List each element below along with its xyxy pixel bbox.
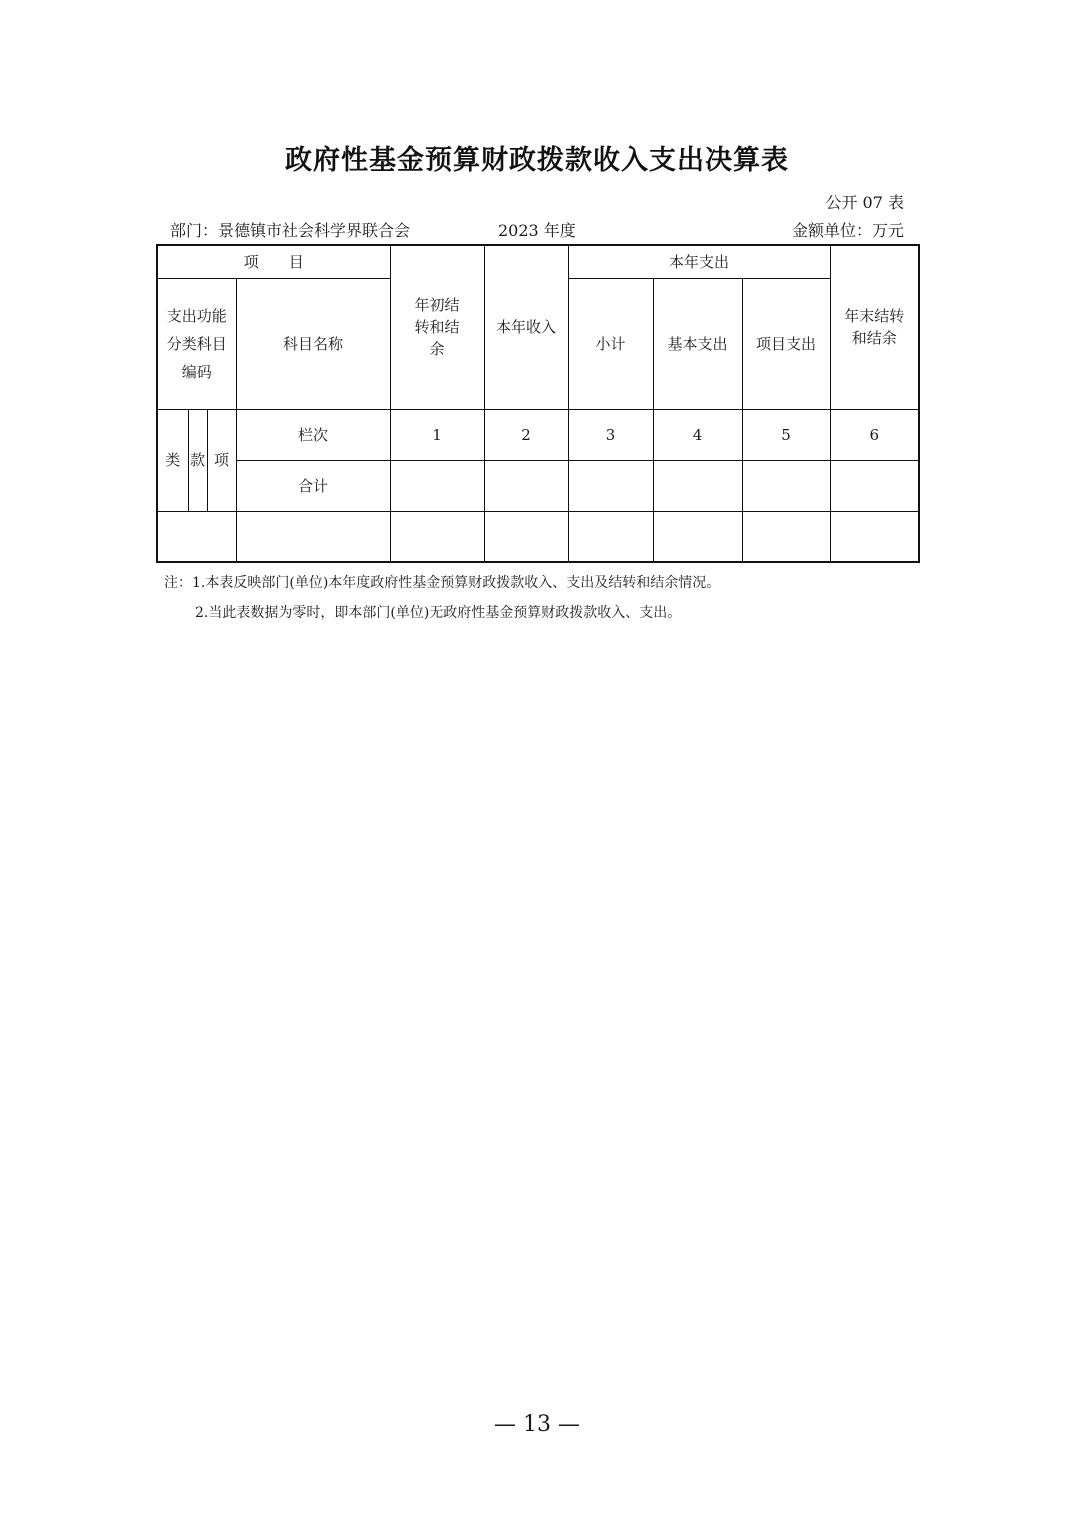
column-number-1: 1	[390, 409, 484, 460]
total-cell	[742, 460, 830, 511]
notes	[164, 568, 720, 628]
amount-unit: 金额单位：万元	[791, 221, 904, 240]
column-number-2: 2	[484, 409, 568, 460]
empty-cell	[653, 511, 742, 562]
column-number-6: 6	[830, 409, 919, 460]
empty-code-cell	[157, 511, 236, 562]
note-2: 2.当此表数据为零时，即本部门(单位)无政府性基金预算财政拨款收入、支出。	[195, 605, 682, 621]
document-title: 政府性基金预算财政拨款收入支出决算表	[285, 145, 789, 176]
total-cell	[390, 460, 484, 511]
header-func-code-text: 支出功能分类科目编码	[166, 306, 227, 381]
total-cell	[653, 460, 742, 511]
empty-cell	[742, 511, 830, 562]
empty-cell	[236, 511, 390, 562]
empty-cell	[484, 511, 568, 562]
column-label: 栏次	[236, 409, 390, 460]
empty-cell	[568, 511, 653, 562]
header-opening-balance-text: 年初结转和结余	[414, 296, 460, 359]
header-closing-balance-text: 年末结转和结余	[844, 307, 905, 348]
header-kuan: 款	[188, 409, 207, 511]
table-code: 公开 07 表	[825, 193, 904, 212]
header-lei: 类	[157, 409, 188, 511]
column-number-5: 5	[742, 409, 830, 460]
fund-table	[156, 244, 920, 563]
header-basic-expense: 基本支出	[653, 278, 742, 409]
header-xiang: 项	[207, 409, 236, 511]
total-cell	[830, 460, 919, 511]
fiscal-year: 2023 年度	[498, 221, 576, 240]
note-1: 注：1.本表反映部门(单位)本年度政府性基金预算财政拨款收入、支出及结转和结余情况。	[164, 575, 721, 591]
total-label: 合计	[236, 460, 390, 511]
header-current-income: 本年收入	[484, 245, 568, 409]
header-subject-name: 科目名称	[236, 278, 390, 409]
department-label: 部门：景德镇市社会科学界联合会	[170, 221, 411, 240]
header-item: 项 目	[157, 245, 390, 278]
empty-cell	[390, 511, 484, 562]
header-closing-balance	[830, 245, 919, 409]
total-cell	[568, 460, 653, 511]
page-number: — 13 —	[494, 1412, 580, 1437]
header-current-expense: 本年支出	[568, 245, 830, 278]
total-cell	[484, 460, 568, 511]
header-subtotal: 小计	[568, 278, 653, 409]
empty-cell	[830, 511, 919, 562]
header-project-expense: 项目支出	[742, 278, 830, 409]
header-opening-balance	[390, 245, 484, 409]
header-func-code	[157, 278, 236, 409]
column-number-3: 3	[568, 409, 653, 460]
column-number-4: 4	[653, 409, 742, 460]
